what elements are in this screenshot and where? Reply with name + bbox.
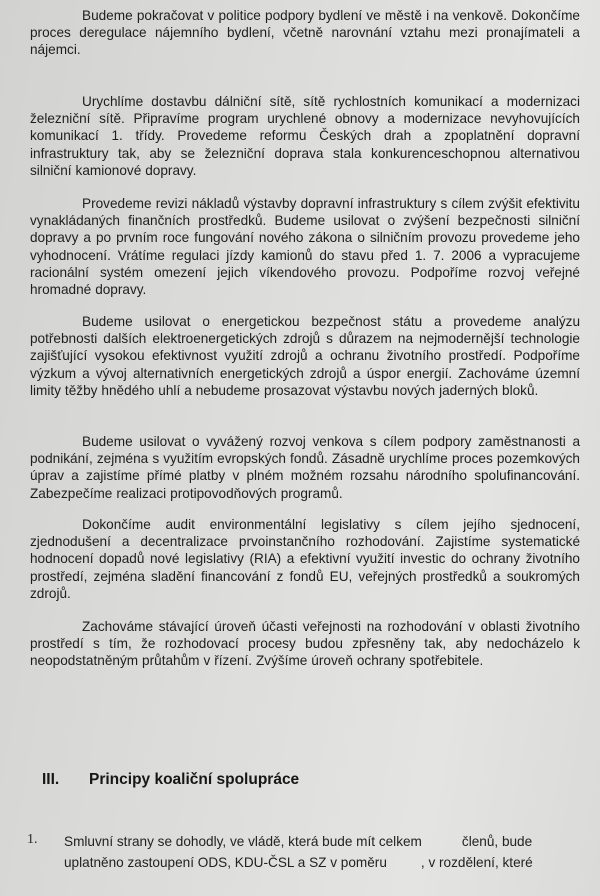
section-heading (42, 771, 299, 789)
list-item-number: 1. (27, 832, 38, 847)
paragraph-transport-network: Urychlíme dostavbu dálniční sítě, sítě rychlostních komunikací a modernizaci železniční sítě. Připravíme program urychlené obnovy a modernizace nevyhovujících komunikací 1. třídy. Provedeme reformu Českých drah a zpoplatnění dopravní infrastruktury tak, aby se železniční doprava stala konkurenceschopnou alternativou silniční kamionové dopravy. (30, 94, 580, 178)
paragraph-transport-costs: Provedeme revizi nákladů výstavby dopravní infrastruktury s cílem zvýšit efektivitu vynakládaných finančních prostředků. Budeme usilovat o zvýšení bezpečnosti silniční dopravy a po prvním roce fungování nového zákona o silničním provozu provedeme jeho vyhodnocení. Vrátíme regulaci jízdy kamionů do stavu před 1. 7. 2006 a vypracujeme racionální systém omezení jejich víkendového provozu. Podpoříme rozvoj veřejné hromadné dopravy. (30, 196, 580, 298)
paragraph-rural-development: Budeme usilovat o vyvážený rozvoj venkova s cílem podpory zaměstnanosti a podnikání, zejména s využitím evropských fondů. Zásadně urychlíme proces pozemkových úprav a zajistíme přímé platby v plném možném rozsahu národního spolufinancování. Zabezpečíme realizaci protipovodňových programů. (30, 434, 580, 501)
list-item-line-2-text: uplatněno zastoupení ODS, KDU-ČSL a SZ v poměru (64, 855, 387, 870)
list-item-line-1 (64, 834, 532, 849)
section-number: III. (42, 771, 60, 788)
list-item-line-1-tail: členů, bude (461, 834, 533, 849)
paragraph-energy: Budeme usilovat o energetickou bezpečnost státu a provedeme analýzu potřebnosti dalších elektroenergetických zdrojů s důrazem na nejmodernější technologie zajišťující vysokou efektivnost využití zdrojů a ochranu životního prostředí. Podpoříme výzkum a vývoj alternativních energetických zdrojů a úspor energií. Zachováme územní limity těžby hnědého uhlí a nebudeme prosazovat výstavbu nových jaderných bloků. (30, 314, 580, 398)
paragraph-public-participation: Zachováme stávající úroveň účasti veřejnosti na rozhodování v oblasti životního prostředí s tím, že rozhodovací procesy budou zpřesněny tak, aby nedocházelo k neopodstatněným průtahům v řízení. Zvýšíme úroveň ochrany spotřebitele. (30, 619, 580, 669)
paragraph-housing: Budeme pokračovat v politice podpory bydlení ve městě i na venkově. Dokončíme proces deregulace nájemního bydlení, včetně narovnání vztahu mezi pronajímateli a nájemci. (30, 8, 580, 58)
paragraph-environmental-audit: Dokončíme audit environmentální legislativy s cílem jejího sjednocení, zjednodušení a decentralizace prvoinstančního rozhodování. Zajistíme systematické hodnocení dopadů nové legislativy (RIA) a efektivní využití investic do ochrany životního prostředí, zejména sladění financování z fondů EU, veřejných prostředků a soukromých zdrojů. (30, 517, 580, 601)
list-item-line-2 (64, 855, 533, 870)
list-item-line-2-tail: , v rozdělení, které (420, 855, 533, 870)
list-item-line-1-text: Smluvní strany se dohodly, ve vládě, která bude mít celkem (64, 834, 422, 849)
section-title: Principy koaliční spolupráce (89, 771, 300, 788)
